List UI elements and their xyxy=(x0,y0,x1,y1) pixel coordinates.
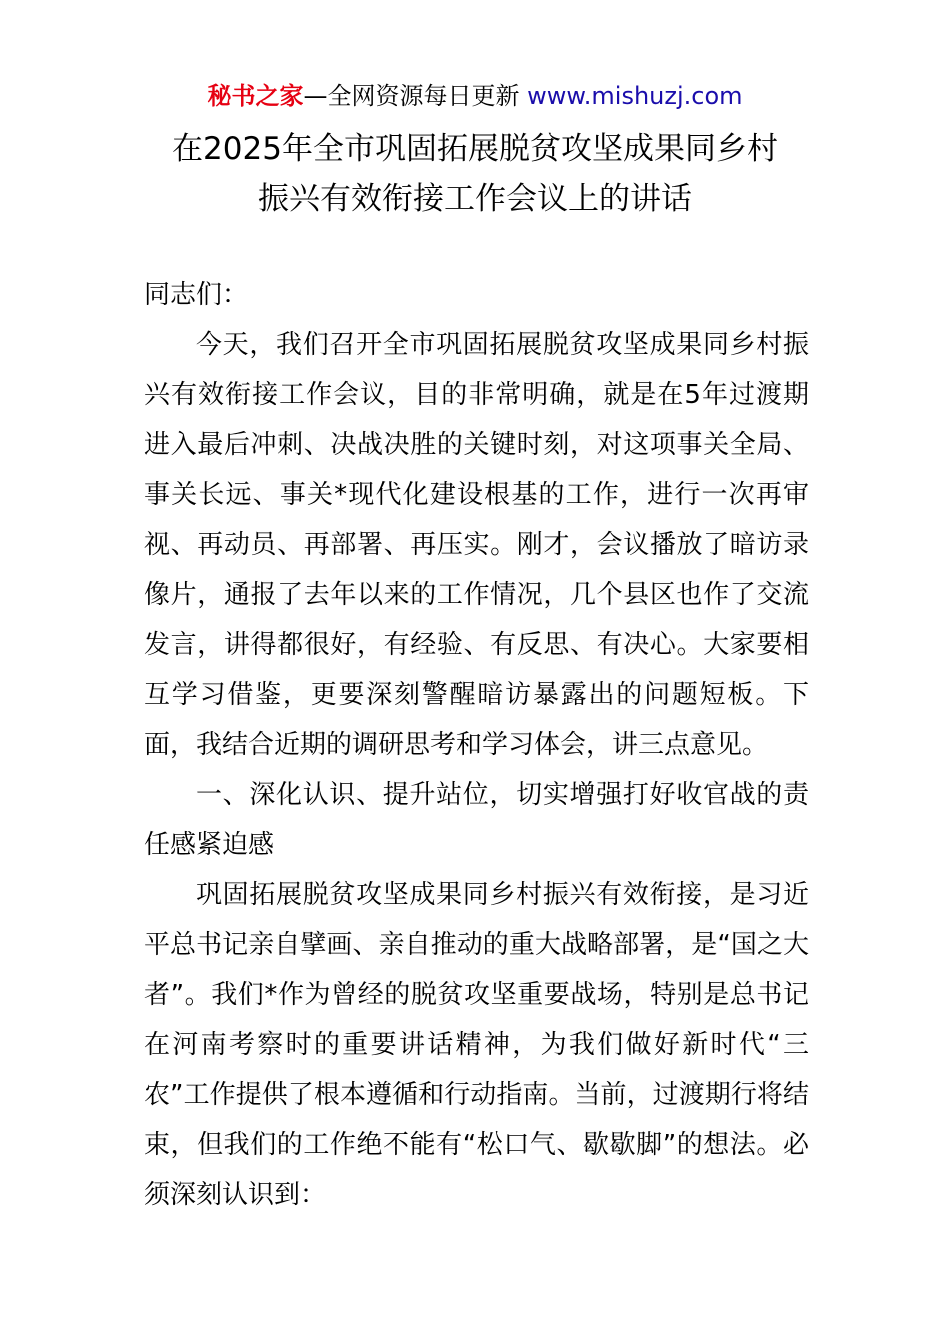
title-line-1: 在2025年全市巩固拓展脱贫攻坚成果同乡村 xyxy=(172,131,778,167)
salutation: 同志们： xyxy=(144,280,249,310)
document-body xyxy=(144,270,809,1220)
site-header xyxy=(0,80,950,112)
section-heading-1: 一、深化认识、提升站位，切实增强打好收官战的责任感紧迫感 xyxy=(144,780,809,860)
site-url-link[interactable]: www.mishuzj.com xyxy=(527,82,743,110)
site-slogan: —全网资源每日更新 xyxy=(303,82,528,110)
site-brand: 秘书之家 xyxy=(207,82,304,110)
paragraph-section-1: 巩固拓展脱贫攻坚成果同乡村振兴有效衔接，是习近平总书记亲自擘画、亲自推动的重大战略部署，是“国之大者”。我们*作为曾经的脱贫攻坚重要战场，特别是总书记在河南考察时的重要讲话精神，为我们做好新时代“三农”工作提供了根本遵循和行动指南。当前，过渡期行将结束，但我们的工作绝不能有“松口气、歇歇脚”的想法。必须深刻认识到： xyxy=(144,880,809,1210)
title-line-2: 振兴有效衔接工作会议上的讲话 xyxy=(258,181,692,217)
paragraph-opening: 今天，我们召开全市巩固拓展脱贫攻坚成果同乡村振兴有效衔接工作会议，目的非常明确，就是在5年过渡期进入最后冲刺、决战决胜的关键时刻，对这项事关全局、事关长远、事关*现代化建设根基的工作，进行一次再审视、再动员、再部署、再压实。刚才，会议播放了暗访录像片，通报了去年以来的工作情况，几个县区也作了交流发言，讲得都很好，有经验、有反思、有决心。大家要相互学习借鉴，更要深刻警醒暗访暴露出的问题短板。下面，我结合近期的调研思考和学习体会，讲三点意见。 xyxy=(144,330,809,760)
document-title xyxy=(0,127,950,221)
